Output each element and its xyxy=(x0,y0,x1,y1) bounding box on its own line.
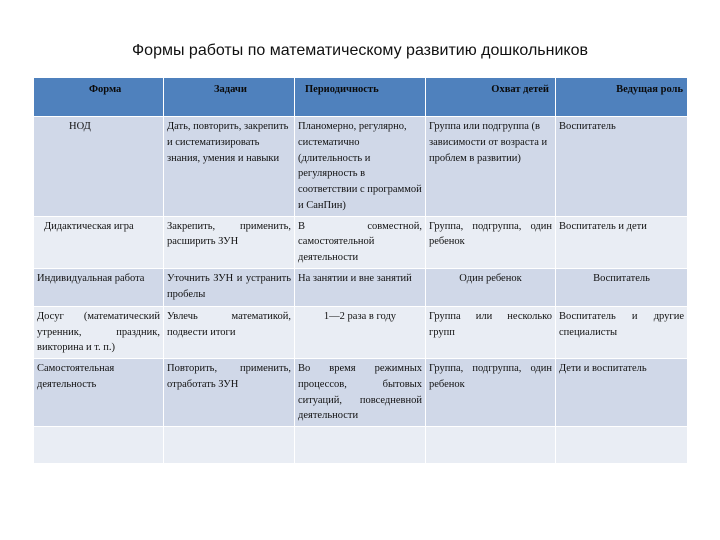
table-row-empty xyxy=(34,427,688,464)
table-cell: Дети и воспитатель xyxy=(556,359,688,427)
table-cell: НОД xyxy=(34,117,164,217)
table-cell: Воспитатель xyxy=(556,117,688,217)
table-cell: Самостоятельная деятельность xyxy=(34,359,164,427)
table-cell: Группа, подгруппа, один ребенок xyxy=(426,359,556,427)
table-cell: Группа или подгруппа (в зависимости от возраста и проблем в развитии) xyxy=(426,117,556,217)
table-cell: Индивидуальная работа xyxy=(34,268,164,306)
table-cell: Воспитатель и дети xyxy=(556,216,688,268)
header-cell-periodicity: Периодичность xyxy=(295,78,426,117)
header-cell-leading-role: Ведущая роль xyxy=(556,78,688,117)
table-cell: Во время режимных процессов, бытовых ситуаций, повседневной деятельности xyxy=(295,359,426,427)
page-title: Формы работы по математическому развитию дошкольников xyxy=(132,42,588,59)
table-cell: Группа, подгруппа, один ребенок xyxy=(426,216,556,268)
table-cell: Повторить, применить, отработать ЗУН xyxy=(164,359,295,427)
table-cell: Группа или несколько групп xyxy=(426,306,556,358)
table-cell: 1—2 раза в году xyxy=(295,306,426,358)
table-row xyxy=(34,216,688,268)
table-cell: На занятии и вне занятий xyxy=(295,268,426,306)
table-cell: Досуг (математический утренник, праздник, викторина и т. п.) xyxy=(34,306,164,358)
table-cell: Дать, повторить, закрепить и систематизировать знания, умения и навыки xyxy=(164,117,295,217)
table-cell-empty xyxy=(34,427,164,464)
table-row xyxy=(34,117,688,217)
header-cell-tasks: Задачи xyxy=(164,78,295,117)
table-cell: Увлечь математикой, подвести итоги xyxy=(164,306,295,358)
table-cell: Один ребенок xyxy=(426,268,556,306)
header-row xyxy=(34,78,688,117)
forms-table xyxy=(33,77,688,464)
table-cell-empty xyxy=(556,427,688,464)
table-cell: Воспитатель и другие специалисты xyxy=(556,306,688,358)
table-cell: Уточнить ЗУН и устранить пробелы xyxy=(164,268,295,306)
header-cell-form: Форма xyxy=(34,78,164,117)
table-row xyxy=(34,268,688,306)
header-cell-coverage: Охват детей xyxy=(426,78,556,117)
table-cell: Воспитатель xyxy=(556,268,688,306)
table-cell: Закрепить, применить, расширить ЗУН xyxy=(164,216,295,268)
table-cell-empty xyxy=(164,427,295,464)
table-row xyxy=(34,359,688,427)
table-row xyxy=(34,306,688,358)
table-cell-empty xyxy=(295,427,426,464)
table-cell: Планомерно, регулярно, систематично (длительность и регулярность в соответствии с программой и СанПин) xyxy=(295,117,426,217)
table-cell: В совместной, самостоятельной деятельности xyxy=(295,216,426,268)
table-cell-empty xyxy=(426,427,556,464)
table-cell: Дидактическая игра xyxy=(34,216,164,268)
